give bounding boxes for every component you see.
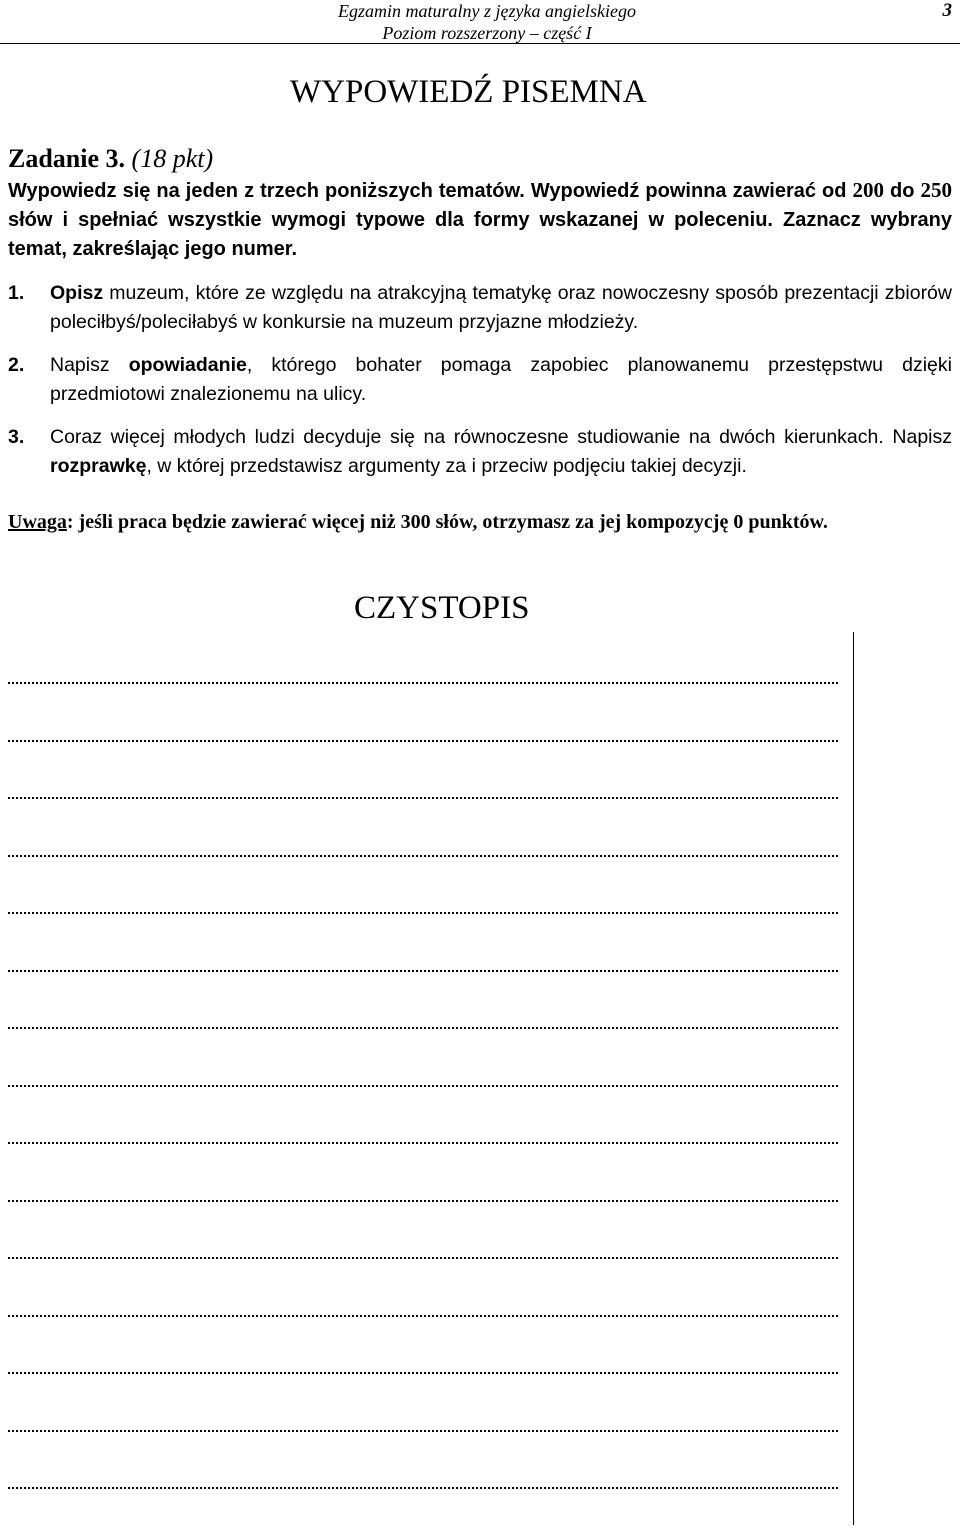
page-header xyxy=(0,0,960,44)
topic-list xyxy=(8,279,952,481)
margin-rule xyxy=(853,632,854,1525)
instruction-text-1: Wypowiedz się na jeden z trzech poniższych tematów. Wypowiedź powinna zawierać od xyxy=(8,180,853,202)
answer-line[interactable] xyxy=(8,1315,838,1317)
writing-area[interactable] xyxy=(8,632,952,1527)
answer-line[interactable] xyxy=(8,970,838,972)
topic-text: muzeum, które ze względu na atrakcyjną tematykę oraz nowoczesny sposób prezentacji zbiorów poleciłbyś/poleciłabyś w konkursie na muzeum przyjazne młodzieży. xyxy=(50,282,952,333)
topic-text: Coraz więcej młodych ludzi decyduje się na równoczesne studiowanie na dwóch kierunkach. Napisz xyxy=(50,426,952,448)
task-points: (18 pkt) xyxy=(131,144,214,173)
clean-copy-title: CZYSTOPIS xyxy=(354,590,530,626)
task-title xyxy=(8,142,952,176)
topic-keyword: rozprawkę xyxy=(50,455,147,477)
answer-line[interactable] xyxy=(8,1372,838,1374)
answer-line[interactable] xyxy=(8,682,838,684)
topic-number[interactable]: 3. xyxy=(8,426,25,448)
answer-line[interactable] xyxy=(8,1200,838,1202)
task-number: Zadanie 3. xyxy=(8,144,126,173)
topic-number[interactable]: 1. xyxy=(8,282,25,304)
instruction-max-words: 250 xyxy=(920,178,952,202)
topic-keyword: opowiadanie xyxy=(128,354,247,376)
answer-line[interactable] xyxy=(8,1487,838,1489)
topic-3[interactable] xyxy=(8,423,952,481)
note-text: : jeśli praca będzie zawierać więcej niż 300 słów, otrzymasz za jej kompozycję 0 punktów. xyxy=(66,511,828,533)
page-number: 3 xyxy=(942,0,952,21)
answer-line[interactable] xyxy=(8,1085,838,1087)
task-instructions xyxy=(8,176,952,264)
section-title: WYPOWIEDŹ PISEMNA xyxy=(290,74,647,110)
header-divider xyxy=(0,43,960,44)
topic-keyword: Opisz xyxy=(50,282,104,304)
answer-line[interactable] xyxy=(8,1430,838,1432)
topic-text: , w której przedstawisz argumenty za i przeciw podjęciu takiej decyzji. xyxy=(146,455,747,477)
instruction-min-words: 200 xyxy=(852,178,884,202)
answer-line[interactable] xyxy=(8,912,838,914)
exam-header xyxy=(338,0,636,44)
topic-text: , którego bohater pomaga zapobiec planowanemu przestępstwu dzięki przedmiotowi znalezionemu na ulicy. xyxy=(50,354,952,405)
task-content xyxy=(8,142,952,536)
answer-line[interactable] xyxy=(8,797,838,799)
topic-text: Napisz xyxy=(50,354,129,376)
topic-1[interactable] xyxy=(8,279,952,337)
topic-2[interactable] xyxy=(8,351,952,409)
exam-name: Egzamin maturalny z języka angielskiego xyxy=(338,1,636,21)
answer-line[interactable] xyxy=(8,1142,838,1144)
answer-line[interactable] xyxy=(8,1027,838,1029)
answer-line[interactable] xyxy=(8,1257,838,1259)
instruction-to: do xyxy=(883,180,921,202)
topic-number[interactable]: 2. xyxy=(8,354,25,376)
answer-line[interactable] xyxy=(8,740,838,742)
instruction-text-2: słów i spełniać wszystkie wymogi typowe dla formy wskazanej w poleceniu. Zaznacz wybrany temat, zakreślając jego numer. xyxy=(8,209,952,260)
note-label: Uwaga xyxy=(8,511,67,533)
exam-level: Poziom rozszerzony – część I xyxy=(382,23,592,43)
word-limit-note xyxy=(8,508,952,536)
answer-line[interactable] xyxy=(8,855,838,857)
